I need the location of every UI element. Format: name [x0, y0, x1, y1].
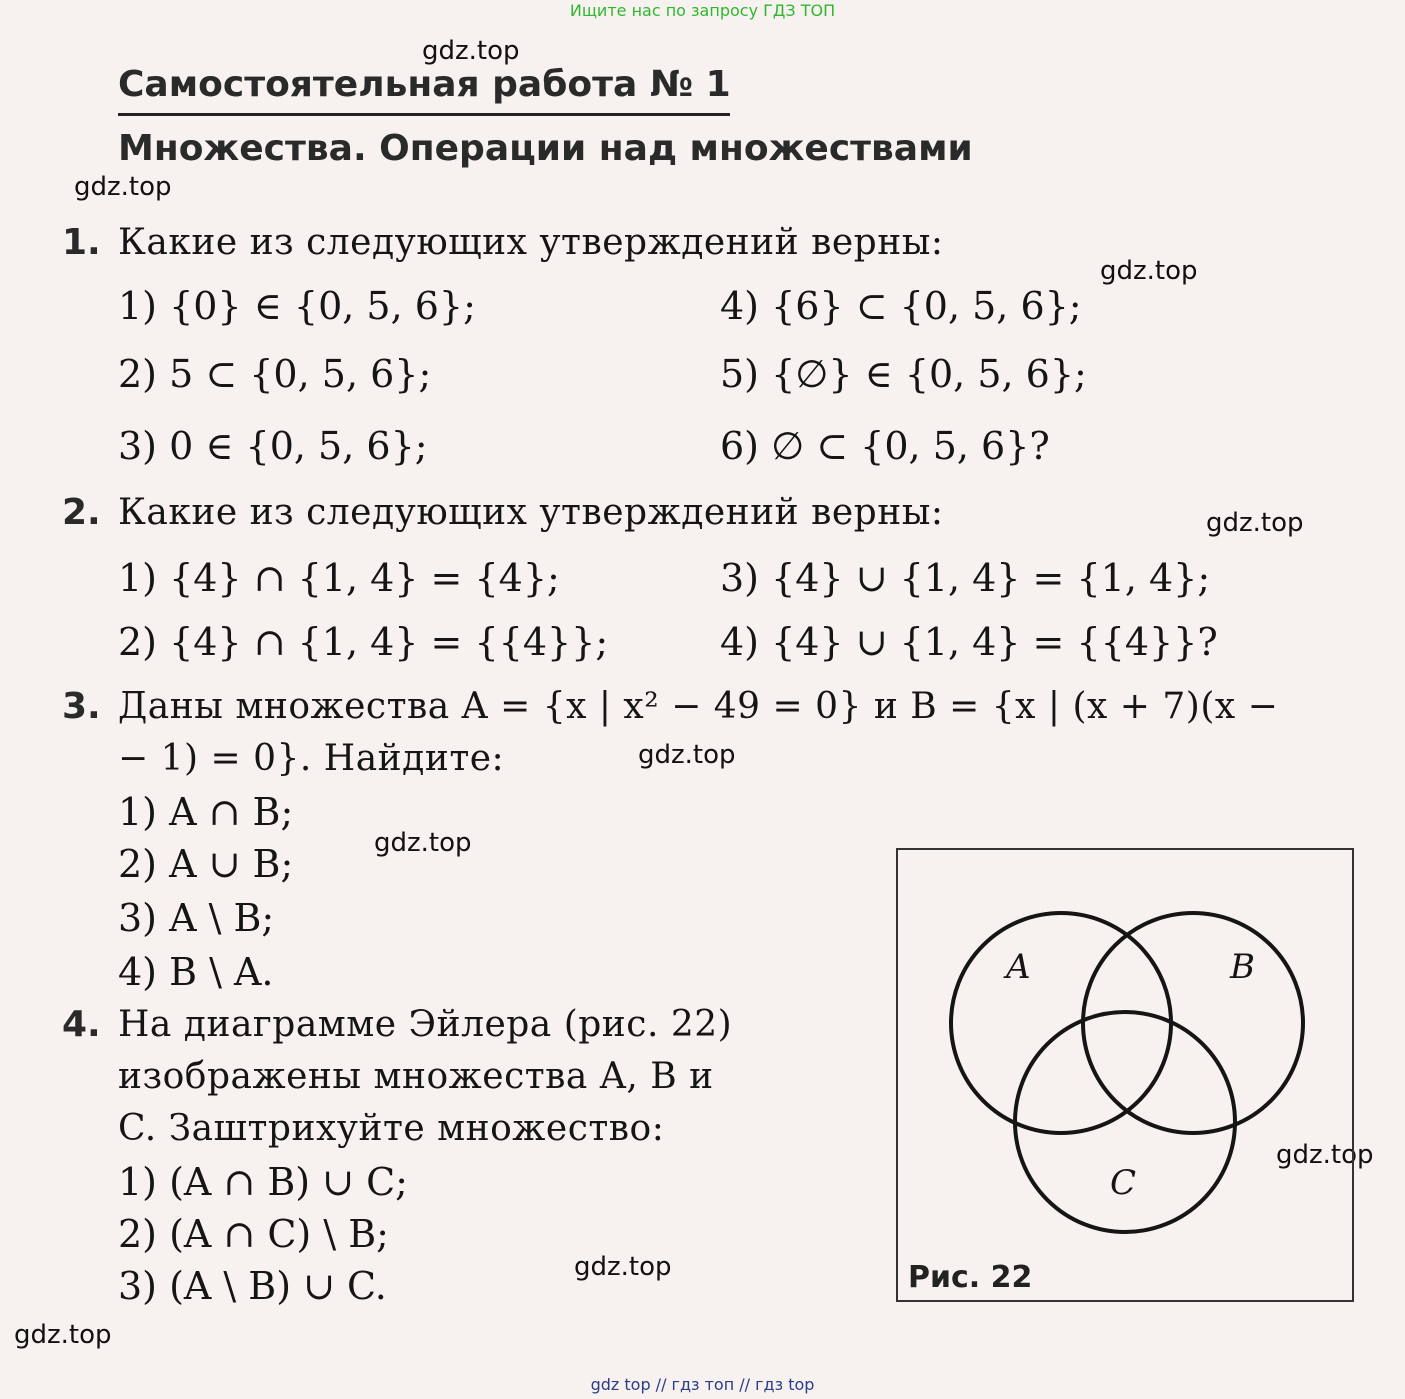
task3-line: Даны множества A = {x | x² − 49 = 0} и B = {x | (x + 7)(x − [118, 686, 1279, 727]
watermark: gdz.top [574, 1252, 672, 1282]
task2-item: 3) {4} ∪ {1, 4} = {1, 4}; [720, 556, 1211, 600]
task1-item: 3) 0 ∈ {0, 5, 6}; [118, 424, 428, 468]
task1-number: 1. [62, 222, 101, 263]
euler-diagram [898, 850, 1352, 1300]
task1-question: Какие из следующих утверждений верны: [118, 222, 944, 263]
watermark: gdz.top [374, 828, 472, 858]
task1-item: 4) {6} ⊂ {0, 5, 6}; [720, 284, 1082, 328]
task4-number: 4. [62, 1004, 101, 1045]
title-underline [118, 113, 730, 116]
task2-item: 4) {4} ∪ {1, 4} = {{4}}? [720, 620, 1218, 664]
task3-number: 3. [62, 686, 101, 727]
figure-caption: Рис. 22 [908, 1260, 1033, 1295]
task3-line: − 1) = 0}. Найдите: [118, 738, 505, 779]
task3-item: 4) B \ A. [118, 950, 274, 994]
task4-line: изображены множества A, B и [118, 1056, 714, 1097]
task2-question: Какие из следующих утверждений верны: [118, 492, 944, 533]
task1-item: 5) {∅} ∈ {0, 5, 6}; [720, 352, 1087, 396]
task2-number: 2. [62, 492, 101, 533]
circle-b [1083, 913, 1303, 1133]
task4-item: 2) (A ∩ C) \ B; [118, 1212, 389, 1256]
task2-item: 1) {4} ∩ {1, 4} = {4}; [118, 556, 560, 600]
task1-item: 1) {0} ∈ {0, 5, 6}; [118, 284, 476, 328]
task4-line: На диаграмме Эйлера (рис. 22) [118, 1004, 733, 1045]
task4-item: 1) (A ∩ B) ∪ C; [118, 1160, 408, 1204]
watermark: gdz.top [1100, 256, 1198, 286]
page-subtitle: Множества. Операции над множествами [118, 128, 973, 169]
label-b: B [1230, 947, 1255, 987]
page-title: Самостоятельная работа № 1 [118, 64, 731, 105]
task4-line: C. Заштрихуйте множество: [118, 1108, 665, 1149]
task2-item: 2) {4} ∩ {1, 4} = {{4}}; [118, 620, 609, 664]
watermark: gdz.top [1276, 1140, 1374, 1170]
watermark: gdz.top [14, 1320, 112, 1350]
label-a: A [1006, 947, 1031, 987]
task3-item: 1) A ∩ B; [118, 790, 294, 834]
task1-item: 6) ∅ ⊂ {0, 5, 6}? [720, 424, 1050, 468]
task3-item: 3) A \ B; [118, 896, 275, 940]
footer-links[interactable]: gdz top // гдз топ // гдз top [590, 1375, 815, 1394]
watermark: gdz.top [422, 36, 520, 66]
watermark: gdz.top [638, 740, 736, 770]
task3-item: 2) A ∪ B; [118, 842, 294, 886]
task1-item: 2) 5 ⊂ {0, 5, 6}; [118, 352, 432, 396]
top-banner[interactable]: Ищите нас по запросу ГДЗ ТОП [569, 1, 836, 20]
euler-diagram-figure [896, 848, 1354, 1302]
watermark: gdz.top [1206, 508, 1304, 538]
watermark: gdz.top [74, 172, 172, 202]
circle-a [951, 913, 1171, 1133]
label-c: C [1110, 1163, 1137, 1203]
task4-item: 3) (A \ B) ∪ C. [118, 1264, 387, 1308]
